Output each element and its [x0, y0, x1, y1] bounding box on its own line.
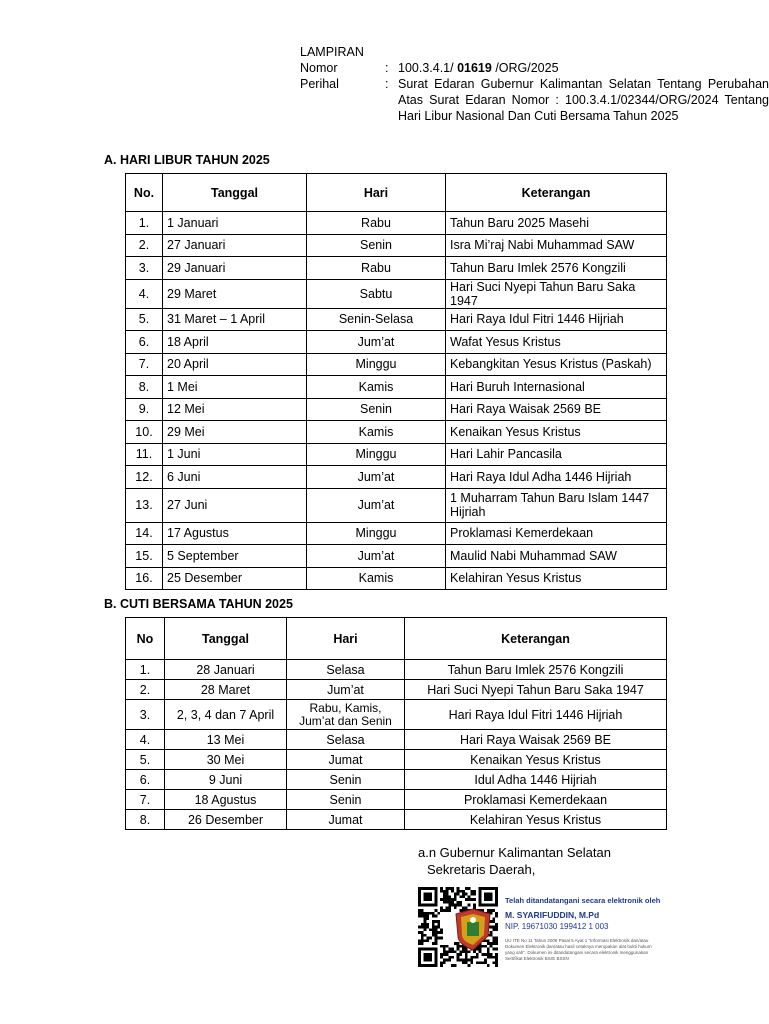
cell-hari: Senin — [307, 398, 446, 421]
table-row — [126, 376, 667, 399]
cell-hari: Rabu, Kamis, Jum’at dan Senin — [287, 700, 405, 730]
cell-no: 1. — [126, 660, 165, 680]
signer-nip: NIP. 19671030 199412 1 003 — [505, 922, 609, 931]
table-row — [126, 398, 667, 421]
cell-no: 10. — [126, 421, 163, 444]
cell-keterangan: Proklamasi Kemerdekaan — [446, 522, 667, 545]
cell-no: 5. — [126, 750, 165, 770]
cell-no: 6. — [126, 331, 163, 354]
cell-keterangan: Isra Mi’raj Nabi Muhammad SAW — [446, 234, 667, 257]
cell-keterangan: Kenaikan Yesus Kristus — [446, 421, 667, 444]
cell-hari: Jum’at — [307, 545, 446, 568]
cuti-bersama-table — [125, 617, 667, 830]
cell-tanggal: 28 Maret — [165, 680, 287, 700]
cell-tanggal: 1 Juni — [163, 443, 307, 466]
table-row — [126, 567, 667, 590]
cell-keterangan: Hari Raya Waisak 2569 BE — [405, 730, 667, 750]
cell-tanggal: 26 Desember — [165, 810, 287, 830]
table-row — [126, 353, 667, 376]
cell-tanggal: 27 Januari — [163, 234, 307, 257]
cell-hari: Senin — [287, 790, 405, 810]
cell-no: 9. — [126, 398, 163, 421]
header-hari: Hari — [287, 618, 405, 660]
cell-tanggal: 18 April — [163, 331, 307, 354]
cell-tanggal: 18 Agustus — [165, 790, 287, 810]
signature-line-1: a.n Gubernur Kalimantan Selatan — [418, 845, 611, 860]
section-b-title: B. CUTI BERSAMA TAHUN 2025 — [104, 597, 293, 611]
cell-keterangan: Tahun Baru Imlek 2576 Kongzili — [446, 257, 667, 280]
table-header-row — [126, 618, 667, 660]
table-row — [126, 488, 667, 522]
cell-tanggal: 12 Mei — [163, 398, 307, 421]
cell-no: 5. — [126, 308, 163, 331]
cell-no: 3. — [126, 257, 163, 280]
hari-libur-table — [125, 173, 667, 590]
cell-hari: Jum’at — [307, 331, 446, 354]
cell-hari: Senin — [307, 234, 446, 257]
cell-keterangan: Kenaikan Yesus Kristus — [405, 750, 667, 770]
cell-keterangan: Hari Suci Nyepi Tahun Baru Saka 1947 — [405, 680, 667, 700]
cell-no: 7. — [126, 790, 165, 810]
nomor-suffix: /ORG/2025 — [491, 61, 559, 75]
cell-tanggal: 25 Desember — [163, 567, 307, 590]
table-row — [126, 680, 667, 700]
cell-hari: Jum’at — [307, 488, 446, 522]
table-row — [126, 234, 667, 257]
table-row — [126, 810, 667, 830]
cell-no: 15. — [126, 545, 163, 568]
cell-hari: Jum’at — [287, 680, 405, 700]
table-row — [126, 730, 667, 750]
cell-tanggal: 31 Maret – 1 April — [163, 308, 307, 331]
section-a-title: A. HARI LIBUR TAHUN 2025 — [104, 153, 270, 167]
legal-fine-print: UU ITE No 11 Tahun 2008 Pasal 5 Ayat 1 "Informasi Elektronik dan/atau Dokumen Elektronik dan/atau hasil cetaknya merupakan alat bukti hukum yang sah". Dokumen ini ditandatangani secara elektronik menggunakan Sertifikat Elektronik BSrE BSSN — [505, 938, 652, 961]
cell-keterangan: Hari Raya Idul Adha 1446 Hijriah — [446, 466, 667, 489]
signer-name: M. SYARIFUDDIN, M.Pd — [505, 910, 600, 920]
table-row — [126, 522, 667, 545]
cell-no: 13. — [126, 488, 163, 522]
cell-hari: Senin — [287, 770, 405, 790]
header-tanggal: Tanggal — [163, 174, 307, 212]
cell-keterangan: Hari Raya Waisak 2569 BE — [446, 398, 667, 421]
nomor-number: 01619 — [457, 61, 492, 75]
cell-no: 16. — [126, 567, 163, 590]
cell-tanggal: 17 Agustus — [163, 522, 307, 545]
cell-hari: Rabu — [307, 212, 446, 235]
header-no: No — [126, 618, 165, 660]
cell-no: 14. — [126, 522, 163, 545]
cell-tanggal: 2, 3, 4 dan 7 April — [165, 700, 287, 730]
cell-tanggal: 1 Mei — [163, 376, 307, 399]
header-hari: Hari — [307, 174, 446, 212]
header-tanggal: Tanggal — [165, 618, 287, 660]
cell-tanggal: 27 Juni — [163, 488, 307, 522]
cell-keterangan: 1 Muharram Tahun Baru Islam 1447 Hijriah — [446, 488, 667, 522]
table-header-row — [126, 174, 667, 212]
cell-hari: Kamis — [307, 421, 446, 444]
cell-keterangan: Hari Lahir Pancasila — [446, 443, 667, 466]
table-row — [126, 279, 667, 308]
table-row — [126, 700, 667, 730]
nomor-label: Nomor — [300, 61, 338, 75]
table-row — [126, 466, 667, 489]
electronic-signature-block — [505, 896, 660, 962]
cell-keterangan: Tahun Baru Imlek 2576 Kongzili — [405, 660, 667, 680]
table-row — [126, 443, 667, 466]
perihal-colon: : — [385, 77, 389, 91]
cell-keterangan: Kelahiran Yesus Kristus — [446, 567, 667, 590]
table-row — [126, 421, 667, 444]
cell-hari: Selasa — [287, 730, 405, 750]
cell-hari: Minggu — [307, 443, 446, 466]
cell-keterangan: Idul Adha 1446 Hijriah — [405, 770, 667, 790]
table-row — [126, 790, 667, 810]
header-no: No. — [126, 174, 163, 212]
cell-no: 8. — [126, 810, 165, 830]
cell-keterangan: Hari Raya Idul Fitri 1446 Hijriah — [405, 700, 667, 730]
cell-no: 4. — [126, 279, 163, 308]
nomor-colon: : — [385, 61, 389, 75]
cell-hari: Jumat — [287, 750, 405, 770]
cell-hari: Selasa — [287, 660, 405, 680]
cell-tanggal: 9 Juni — [165, 770, 287, 790]
table-row — [126, 770, 667, 790]
cell-tanggal: 13 Mei — [165, 730, 287, 750]
cell-no: 4. — [126, 730, 165, 750]
table-row — [126, 212, 667, 235]
cell-no: 2. — [126, 234, 163, 257]
cell-keterangan: Hari Buruh Internasional — [446, 376, 667, 399]
cell-hari: Minggu — [307, 353, 446, 376]
perihal-label: Perihal — [300, 77, 339, 91]
cell-tanggal: 28 Januari — [165, 660, 287, 680]
cell-tanggal: 20 April — [163, 353, 307, 376]
cell-hari: Jum’at — [307, 466, 446, 489]
lampiran-label: LAMPIRAN — [300, 45, 364, 59]
table-row — [126, 257, 667, 280]
cell-tanggal: 29 Mei — [163, 421, 307, 444]
cell-no: 3. — [126, 700, 165, 730]
perihal-text: Surat Edaran Gubernur Kalimantan Selatan Tentang Perubahan Atas Surat Edaran Nomor : 100.3.4.1/02344/ORG/2024 Tentang Hari Libur Nasional Dan Cuti Bersama Tahun 2025 — [398, 77, 769, 123]
cell-hari: Rabu — [307, 257, 446, 280]
cell-tanggal: 6 Juni — [163, 466, 307, 489]
cell-no: 2. — [126, 680, 165, 700]
cell-no: 11. — [126, 443, 163, 466]
nomor-prefix: 100.3.4.1/ — [398, 61, 458, 75]
cell-no: 8. — [126, 376, 163, 399]
cell-hari: Minggu — [307, 522, 446, 545]
cell-keterangan: Tahun Baru 2025 Masehi — [446, 212, 667, 235]
cell-hari: Kamis — [307, 567, 446, 590]
table-row — [126, 660, 667, 680]
cell-keterangan: Wafat Yesus Kristus — [446, 331, 667, 354]
cell-hari: Jumat — [287, 810, 405, 830]
cell-no: 1. — [126, 212, 163, 235]
table-row — [126, 331, 667, 354]
cell-no: 7. — [126, 353, 163, 376]
cell-tanggal: 29 Januari — [163, 257, 307, 280]
cell-keterangan: Hari Raya Idul Fitri 1446 Hijriah — [446, 308, 667, 331]
nomor-value — [398, 60, 768, 76]
cell-no: 12. — [126, 466, 163, 489]
province-seal-icon — [454, 908, 492, 952]
cell-hari: Sabtu — [307, 279, 446, 308]
cell-tanggal: 5 September — [163, 545, 307, 568]
signature-line-2: Sekretaris Daerah, — [427, 862, 536, 877]
cell-hari: Senin-Selasa — [307, 308, 446, 331]
header-keterangan: Keterangan — [405, 618, 667, 660]
cell-tanggal: 30 Mei — [165, 750, 287, 770]
cell-keterangan: Kebangkitan Yesus Kristus (Paskah) — [446, 353, 667, 376]
cell-tanggal: 29 Maret — [163, 279, 307, 308]
esign-title: Telah ditandatangani secara elektronik oleh — [505, 896, 661, 905]
cell-hari: Kamis — [307, 376, 446, 399]
cell-keterangan: Kelahiran Yesus Kristus — [405, 810, 667, 830]
table-row — [126, 750, 667, 770]
header-keterangan: Keterangan — [446, 174, 667, 212]
cell-keterangan: Proklamasi Kemerdekaan — [405, 790, 667, 810]
cell-keterangan: Maulid Nabi Muhammad SAW — [446, 545, 667, 568]
table-row — [126, 308, 667, 331]
cell-no: 6. — [126, 770, 165, 790]
cell-keterangan: Hari Suci Nyepi Tahun Baru Saka 1947 — [446, 279, 667, 308]
cell-tanggal: 1 Januari — [163, 212, 307, 235]
table-row — [126, 545, 667, 568]
